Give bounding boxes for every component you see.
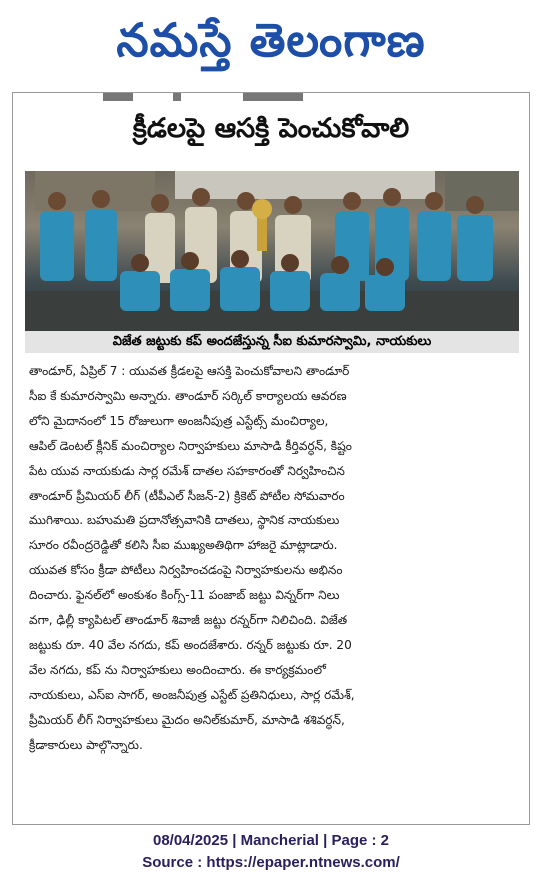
body-line: తాండూర్ ప్రీమియర్ లీగ్ (టీపీఎల్ సీజన్-2) క్రికెట్ పోటీల సోమవారం	[29, 488, 345, 503]
body-line: తాండూర్, ఏప్రిల్ 7 : యువత క్రీడలపై ఆసక్తి పెంచుకోవాలని తాండూర్	[29, 364, 350, 378]
team-photo-illustration	[25, 171, 519, 331]
body-line: ముగిశాయి. బహుమతి ప్రదానోత్సవానికి దాతలు, స్థానిక నాయకులు	[29, 513, 340, 528]
page-footer	[0, 830, 542, 874]
body-line: క్రీడాకారులు పాల్గొన్నారు.	[29, 737, 143, 752]
body-line: ప్రీమియర్ లీగ్ నిర్వాహకులు మైదం అనిల్‌కుమార్, మాసాడి శశివర్ధన్,	[29, 712, 345, 727]
body-line: వగా, ఢిల్లీ క్యాపిటల్ తాండూర్ శివాజీ జట్టు రన్నర్‌గా నిలిచింది. విజేత	[29, 613, 348, 628]
newspaper-title: నమస్తే తెలంగాణ	[116, 13, 426, 67]
body-line: జట్టుకు రూ. 40 వేల నగదు, కప్ అందజేశారు. రన్నర్ జట్టుకు రూ. 20	[29, 637, 352, 652]
body-line: వేల నగదు, కప్ ను నిర్వాహకులు అందించారు. ఈ కార్యక్రమంలో	[29, 662, 326, 677]
body-line: యువత కోసం క్రీడా పోటీలు నిర్వహించడంపై నిర్వాహకులను అభినం	[29, 563, 343, 578]
cropped-previous-article-edge	[13, 93, 529, 105]
body-line: నాయకులు, ఎస్ఐ సాగర్, అంజనీపుత్ర ఎస్టేట్ ప్రతినిధులు, సార్ల రమేశ్,	[29, 687, 355, 702]
body-line: ఆపిల్ డెంటల్ క్లీనిక్ మంచిర్యాల నిర్వాహకులు మాసాడి కీర్తివర్ధన్, కిష్టం	[29, 438, 352, 453]
body-line: దించారు. ఫైనల్‌లో అంకుశం కింగ్స్-11 పంజాబ్ జట్టు విన్నర్‌గా నిలు	[29, 588, 340, 603]
body-line: సూరం రవీంద్రరెడ్డితో కలిసి సీఐ ముఖ్యఅతిథిగా హాజరై మాట్లాడారు.	[29, 538, 338, 553]
article-body	[29, 359, 519, 758]
body-line: సీఐ కే కుమారస్వామి అన్నారు. తాండూర్ సర్కిల్ కార్యాలయ ఆవరణ	[29, 388, 347, 403]
photo-caption: విజేత జట్టుకు కప్ అందజేస్తున్న సీఐ కుమారస్వామి, నాయకులు	[25, 331, 519, 353]
article-headline: క్రీడలపై ఆసక్తి పెంచుకోవాలి	[132, 113, 410, 144]
masthead	[0, 0, 542, 92]
body-line: లోని మైదానంలో 15 రోజులుగా అంజనీపుత్ర ఎస్టేట్స్ మంచిర్యాల,	[29, 413, 329, 428]
article-photo	[25, 171, 519, 331]
source-link[interactable]: Source : https://epaper.ntnews.com/	[142, 854, 400, 871]
article-clipping	[12, 92, 530, 825]
body-line: పేట యువ నాయకుడు సార్ల రమేశ్ దాతల సహకారంతో నిర్వహించిన	[29, 463, 345, 478]
edition-meta: 08/04/2025 | Mancherial | Page : 2	[152, 832, 390, 849]
